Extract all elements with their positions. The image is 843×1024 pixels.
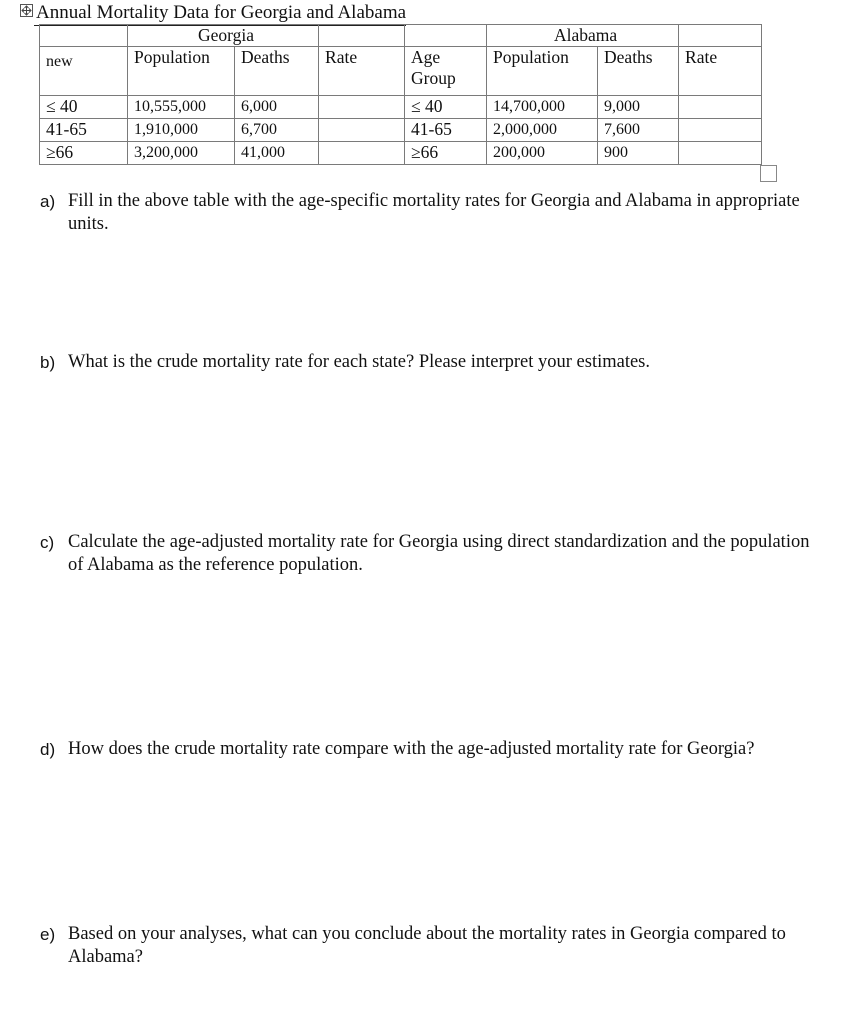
al-population-cell: 2,000,000 [487,119,598,142]
question-c [40,531,820,577]
question-a [40,190,820,236]
question-label: b) [40,353,56,372]
empty-header-cell [319,25,405,47]
question-text: What is the crude mortality rate for each state? Please interpret your estimates. [68,352,651,372]
question-d [40,738,820,761]
ga-population-cell: 10,555,000 [128,96,235,119]
question-text: How does the crude mortality rate compare with the age-adjusted mortality rate for Georgia? [68,739,755,759]
col-header-ga-deaths: Deaths [235,47,319,96]
question-b [40,351,820,374]
ga-deaths-cell: 6,700 [235,119,319,142]
col-header-al-population: Population [487,47,598,96]
col-header-al-deaths: Deaths [598,47,679,96]
al-rate-cell[interactable] [679,142,762,165]
question-text: Calculate the age-adjusted mortality rate for Georgia using direct standardization and the population of Alabama as the reference population. [68,532,810,575]
al-deaths-cell: 9,000 [598,96,679,119]
age-group-cell: 41-65 [405,119,487,142]
al-deaths-cell: 7,600 [598,119,679,142]
table-row [40,119,762,142]
table-resize-handle[interactable] [760,165,777,182]
col-header-new: new [40,47,128,96]
question-text: Fill in the above table with the age-specific mortality rates for Georgia and Alabama in appropriate units. [68,191,800,234]
empty-header-cell [405,25,487,47]
question-e [40,923,820,969]
ga-rate-cell[interactable] [319,96,405,119]
mortality-table [39,24,762,165]
alabama-header: Alabama [487,25,679,47]
question-label: d) [40,740,56,759]
al-population-cell: 200,000 [487,142,598,165]
al-population-cell: 14,700,000 [487,96,598,119]
table-row [40,96,762,119]
question-label: e) [40,925,56,944]
table-row [40,142,762,165]
age-group-cell: ≤ 40 [40,96,128,119]
ga-deaths-cell: 41,000 [235,142,319,165]
empty-header-cell [679,25,762,47]
question-label: c) [40,533,55,552]
state-header-row [40,25,762,47]
age-group-cell: ≤ 40 [405,96,487,119]
al-rate-cell[interactable] [679,119,762,142]
column-header-row [40,47,762,96]
ga-rate-cell[interactable] [319,119,405,142]
table-title-text: Annual Mortality Data for Georgia and Alabama [36,2,407,23]
col-header-al-rate: Rate [679,47,762,96]
move-icon [21,5,32,16]
al-deaths-cell: 900 [598,142,679,165]
question-text: Based on your analyses, what can you conclude about the mortality rates in Georgia compared to Alabama? [68,924,786,967]
ga-population-cell: 1,910,000 [128,119,235,142]
col-header-age-group: Age Group [405,47,487,96]
ga-deaths-cell: 6,000 [235,96,319,119]
ga-rate-cell[interactable] [319,142,405,165]
age-group-cell: ≥66 [405,142,487,165]
col-header-ga-rate: Rate [319,47,405,96]
empty-corner-cell [40,25,128,47]
al-rate-cell[interactable] [679,96,762,119]
table-move-handle[interactable] [20,4,33,17]
table-title [36,2,406,24]
question-label: a) [40,192,56,211]
ga-population-cell: 3,200,000 [128,142,235,165]
col-header-ga-population: Population [128,47,235,96]
age-group-cell: 41-65 [40,119,128,142]
georgia-header: Georgia [128,25,319,47]
age-group-cell: ≥66 [40,142,128,165]
